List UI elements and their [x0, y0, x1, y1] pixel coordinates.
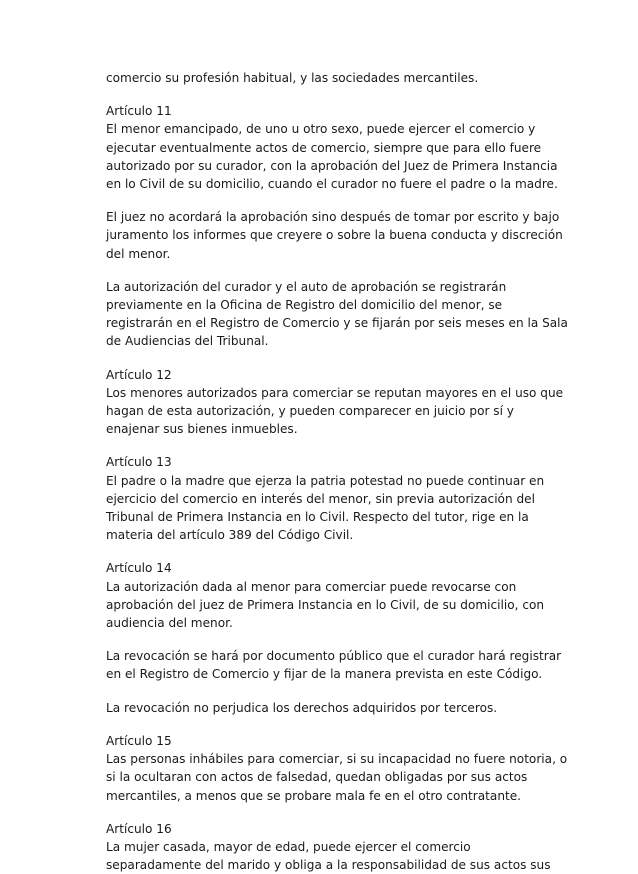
text-line: de Audiencias del Tribunal.: [106, 334, 269, 349]
paragraph-gap: [106, 193, 546, 208]
text-line: La autorización del curador y el auto de aprobación se registrarán: [106, 279, 507, 294]
document-body: [106, 69, 568, 874]
article-heading: Artículo 11: [106, 104, 172, 119]
text-line: previamente en la Oficina de Registro del domicilio del menor, se: [106, 298, 503, 313]
article-heading: Artículo 12: [106, 367, 172, 382]
text-line: juramento los informes que creyere o sobre la buena conducta y discreción: [106, 228, 563, 243]
text-line: El menor emancipado, de uno u otro sexo, puede ejercer el comercio y: [106, 122, 536, 137]
text-line: Los menores autorizados para comerciar se reputan mayores en el uso que: [106, 385, 564, 400]
paragraph-gap: [106, 805, 546, 820]
text-line: separadamente del marido y obliga a la responsabilidad de sus actos sus: [106, 858, 551, 873]
article-heading: Artículo 14: [106, 561, 172, 576]
text-line: enajenar sus bienes inmuebles.: [106, 422, 298, 437]
paragraph-gap: [106, 544, 546, 559]
text-line: si la ocultaran con actos de falsedad, quedan obligadas por sus actos: [106, 770, 528, 785]
text-line: La revocación se hará por documento público que el curador hará registrar: [106, 649, 562, 664]
text-line: en lo Civil de su domicilio, cuando el curador no fuere el padre o la madre.: [106, 177, 558, 192]
text-line: hagan de esta autorización, y pueden comparecer en juicio por sí y: [106, 404, 514, 419]
text-line: registrarán en el Registro de Comercio y se fijarán por seis meses en la Sala: [106, 316, 568, 331]
text-line: La mujer casada, mayor de edad, puede ejercer el comercio: [106, 839, 471, 854]
paragraph-gap: [106, 684, 546, 699]
text-line: ejercicio del comercio en interés del menor, sin previa autorización del: [106, 491, 535, 506]
text-line: Tribunal de Primera Instancia en lo Civil. Respecto del tutor, rige en la: [106, 510, 529, 525]
text-line: autorizado por su curador, con la aprobación del Juez de Primera Instancia: [106, 158, 558, 173]
text-line: materia del artículo 389 del Código Civil.: [106, 528, 354, 543]
paragraph-gap: [106, 717, 546, 732]
text-line: del menor.: [106, 246, 171, 261]
text-line: mercantiles, a menos que se probare mala fe en el otro contratante.: [106, 788, 522, 803]
text-line: El juez no acordará la aprobación sino después de tomar por escrito y bajo: [106, 210, 560, 225]
paragraph-gap: [106, 632, 546, 647]
article-heading: Artículo 15: [106, 733, 172, 748]
text-line: comercio su profesión habitual, y las sociedades mercantiles.: [106, 71, 479, 85]
text-line: La autorización dada al menor para comerciar puede revocarse con: [106, 579, 517, 594]
text-line: Las personas inhábiles para comerciar, si su incapacidad no fuere notoria, o: [106, 752, 568, 767]
text-line: La revocación no perjudica los derechos adquiridos por terceros.: [106, 700, 498, 715]
text-line: aprobación del juez de Primera Instancia en lo Civil, de su domicilio, con: [106, 597, 545, 612]
paragraph-gap: [106, 351, 546, 366]
text-line: en el Registro de Comercio y fijar de la manera prevista en este Código.: [106, 667, 543, 682]
text-line: ejecutar eventualmente actos de comercio, siempre que para ello fuere: [106, 140, 542, 155]
text-line: El padre o la madre que ejerza la patria potestad no puede continuar en: [106, 473, 545, 488]
article-heading: Artículo 16: [106, 821, 172, 836]
paragraph-gap: [106, 87, 546, 102]
paragraph-gap: [106, 438, 546, 453]
text-line: audiencia del menor.: [106, 616, 233, 631]
article-heading: Artículo 13: [106, 455, 172, 470]
paragraph-gap: [106, 263, 546, 278]
